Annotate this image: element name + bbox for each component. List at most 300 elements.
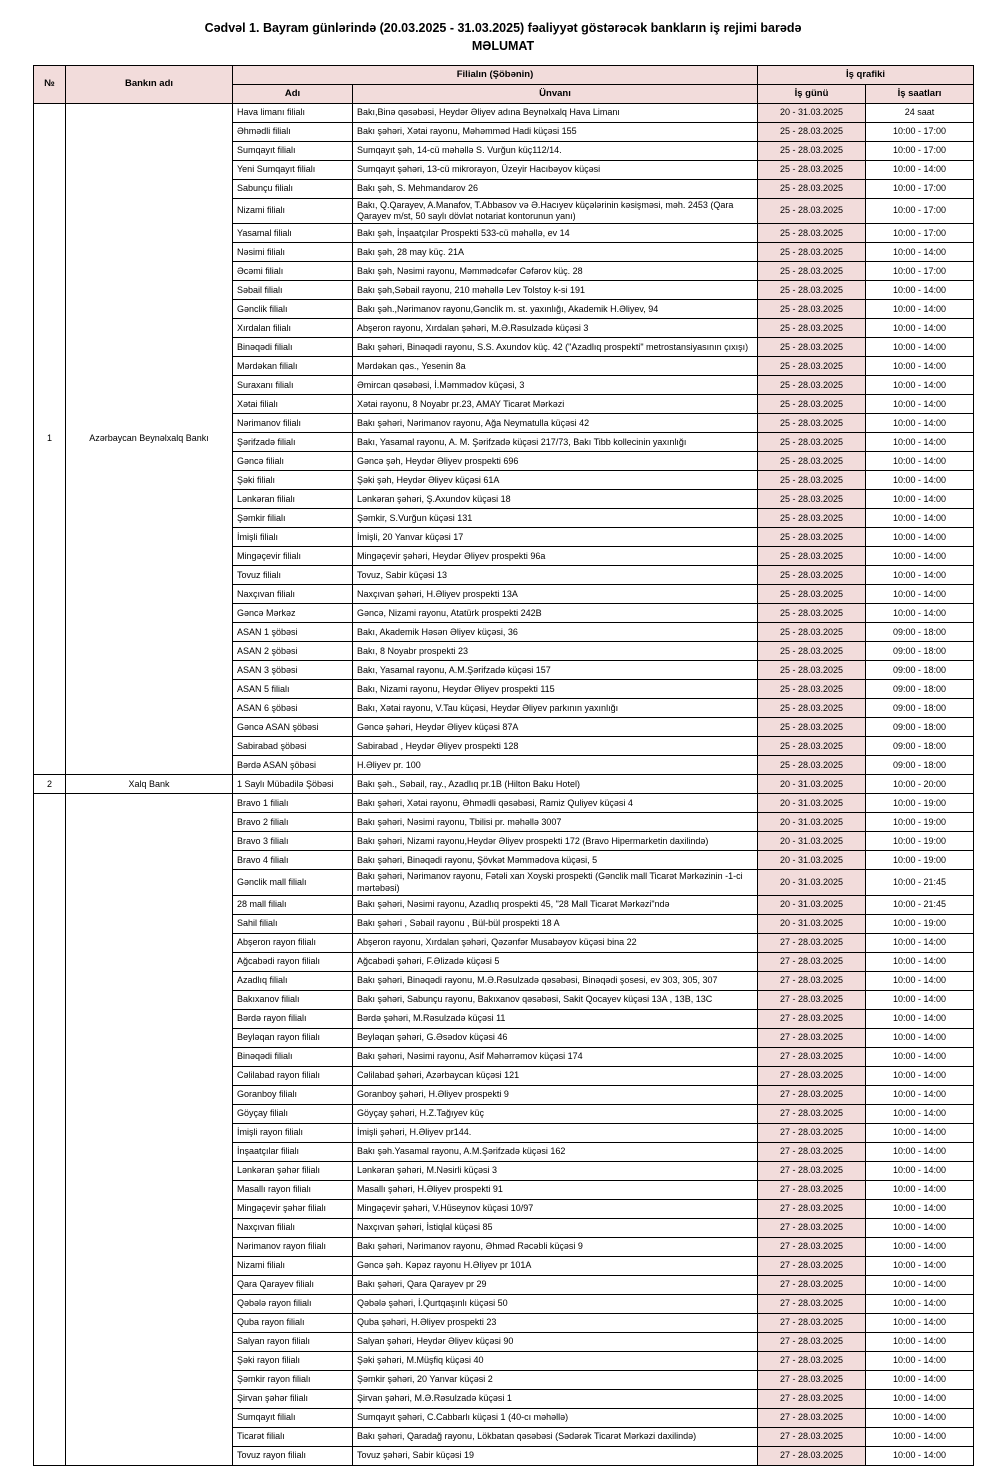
table-row bbox=[34, 775, 974, 794]
branch-address-cell: Gəncə şəhəri, Heydər Əliyev küçəsi 87A bbox=[353, 718, 758, 737]
branch-name-cell: Salyan rayon filialı bbox=[233, 1332, 353, 1351]
work-hours-cell: 10:00 - 14:00 bbox=[866, 1351, 974, 1370]
work-hours-cell: 10:00 - 17:00 bbox=[866, 224, 974, 243]
work-days-cell: 27 - 28.03.2025 bbox=[758, 1104, 866, 1123]
work-hours-cell: 10:00 - 14:00 bbox=[866, 338, 974, 357]
work-days-cell: 27 - 28.03.2025 bbox=[758, 1332, 866, 1351]
branch-address-cell: Bakı, Yasamal rayonu, A. M. Şərifzadə küçəsi 217/73, Bakı Tibb kollecinin yaxınlığı bbox=[353, 433, 758, 452]
branch-name-cell: ASAN 3 şöbəsi bbox=[233, 661, 353, 680]
work-hours-cell: 10:00 - 14:00 bbox=[866, 990, 974, 1009]
work-hours-cell: 10:00 - 20:00 bbox=[866, 775, 974, 794]
branch-name-cell: Cəlilabad rayon filialı bbox=[233, 1066, 353, 1085]
branch-address-cell: Bakı şəh, Nəsimi rayonu, Məmmədcəfər Cəfərov küç. 28 bbox=[353, 262, 758, 281]
branch-name-cell: ASAN 2 şöbəsi bbox=[233, 642, 353, 661]
work-days-cell: 27 - 28.03.2025 bbox=[758, 1199, 866, 1218]
work-days-cell: 27 - 28.03.2025 bbox=[758, 1294, 866, 1313]
branch-name-cell: Şəki filialı bbox=[233, 471, 353, 490]
branch-name-cell: 28 mall filialı bbox=[233, 895, 353, 914]
branch-address-cell: Bakı,Binə qəsəbəsi, Heydər Əliyev adına Beynəlxalq Hava Limanı bbox=[353, 103, 758, 122]
work-days-cell: 25 - 28.03.2025 bbox=[758, 262, 866, 281]
branch-name-cell: ASAN 5 filialı bbox=[233, 680, 353, 699]
work-hours-cell: 10:00 - 14:00 bbox=[866, 1256, 974, 1275]
work-hours-cell: 10:00 - 19:00 bbox=[866, 832, 974, 851]
branch-name-cell: Hava limanı filialı bbox=[233, 103, 353, 122]
branch-name-cell: İnşaatçılar filialı bbox=[233, 1142, 353, 1161]
work-days-cell: 27 - 28.03.2025 bbox=[758, 1351, 866, 1370]
work-days-cell: 25 - 28.03.2025 bbox=[758, 661, 866, 680]
work-hours-cell: 10:00 - 14:00 bbox=[866, 452, 974, 471]
work-days-cell: 27 - 28.03.2025 bbox=[758, 1237, 866, 1256]
branch-address-cell: Şəki şəhəri, M.Müşfiq küçəsi 40 bbox=[353, 1351, 758, 1370]
bank-number-cell: 2 bbox=[34, 775, 66, 794]
branch-name-cell: Bravo 1 filialı bbox=[233, 794, 353, 813]
work-days-cell: 25 - 28.03.2025 bbox=[758, 585, 866, 604]
branch-address-cell: Göyçay şəhəri, H.Z.Tağıyev küç bbox=[353, 1104, 758, 1123]
work-hours-cell: 10:00 - 17:00 bbox=[866, 141, 974, 160]
work-days-cell: 27 - 28.03.2025 bbox=[758, 1275, 866, 1294]
branch-address-cell: Salyan şəhəri, Heydər Əliyev küçəsi 90 bbox=[353, 1332, 758, 1351]
branch-name-cell: Binəqədi filialı bbox=[233, 338, 353, 357]
work-hours-cell: 10:00 - 19:00 bbox=[866, 851, 974, 870]
header-bank-name: Bankın adı bbox=[66, 66, 233, 104]
branch-address-cell: Qəbələ şəhəri, İ.Qurtqaşınlı küçəsi 50 bbox=[353, 1294, 758, 1313]
work-hours-cell: 10:00 - 14:00 bbox=[866, 604, 974, 623]
work-hours-cell: 09:00 - 18:00 bbox=[866, 737, 974, 756]
work-days-cell: 27 - 28.03.2025 bbox=[758, 1389, 866, 1408]
branch-address-cell: Bakı şəhəri, Nəsimi rayonu, Tbilisi pr. məhəllə 3007 bbox=[353, 813, 758, 832]
branch-address-cell: Sumqayıt şəh, 14-cü məhəllə S. Vurğun küç112/14. bbox=[353, 141, 758, 160]
work-hours-cell: 10:00 - 14:00 bbox=[866, 1028, 974, 1047]
work-days-cell: 25 - 28.03.2025 bbox=[758, 756, 866, 775]
work-days-cell: 25 - 28.03.2025 bbox=[758, 452, 866, 471]
branch-name-cell: Sumqayıt filialı bbox=[233, 1408, 353, 1427]
branch-name-cell: Şərifzadə filialı bbox=[233, 433, 353, 452]
work-days-cell: 27 - 28.03.2025 bbox=[758, 971, 866, 990]
work-days-cell: 25 - 28.03.2025 bbox=[758, 528, 866, 547]
branch-name-cell: Naxçıvan filialı bbox=[233, 585, 353, 604]
work-days-cell: 27 - 28.03.2025 bbox=[758, 1180, 866, 1199]
branch-address-cell: Bakı şəhəri, Nəsimi rayonu, Azadlıq prospekti 45, "28 Mall Ticarət Mərkəzi"ndə bbox=[353, 895, 758, 914]
header-number: № bbox=[34, 66, 66, 104]
branch-address-cell: Lənkəran şəhəri, M.Nəsirli küçəsi 3 bbox=[353, 1161, 758, 1180]
branch-address-cell: Şəmkir şəhəri, 20 Yanvar küçəsi 2 bbox=[353, 1370, 758, 1389]
branch-address-cell: Bakı, Nizami rayonu, Heydər Əliyev prospekti 115 bbox=[353, 680, 758, 699]
work-days-cell: 25 - 28.03.2025 bbox=[758, 680, 866, 699]
branch-name-cell: Yasamal filialı bbox=[233, 224, 353, 243]
branch-address-cell: Xətai rayonu, 8 Noyabr pr.23, AMAY Ticarət Mərkəzi bbox=[353, 395, 758, 414]
branch-name-cell: Mingəçevir filialı bbox=[233, 547, 353, 566]
work-days-cell: 25 - 28.03.2025 bbox=[758, 198, 866, 224]
work-days-cell: 25 - 28.03.2025 bbox=[758, 160, 866, 179]
work-hours-cell: 09:00 - 18:00 bbox=[866, 623, 974, 642]
branch-name-cell: Yeni Sumqayıt filialı bbox=[233, 160, 353, 179]
branch-name-cell: Mingəçevir şəhər filialı bbox=[233, 1199, 353, 1218]
branch-address-cell: Bakı şəh, S. Mehmandarov 26 bbox=[353, 179, 758, 198]
work-days-cell: 25 - 28.03.2025 bbox=[758, 547, 866, 566]
work-days-cell: 25 - 28.03.2025 bbox=[758, 395, 866, 414]
document-title bbox=[33, 20, 973, 55]
work-days-cell: 25 - 28.03.2025 bbox=[758, 509, 866, 528]
branch-name-cell: Sumqayıt filialı bbox=[233, 141, 353, 160]
work-hours-cell: 10:00 - 19:00 bbox=[866, 794, 974, 813]
work-hours-cell: 24 saat bbox=[866, 103, 974, 122]
branch-name-cell: Lənkəran şəhər filialı bbox=[233, 1161, 353, 1180]
branch-address-cell: Bakı şəh.,Nərimanov rayonu,Gənclik m. st. yaxınlığı, Akademik H.Əliyev, 94 bbox=[353, 300, 758, 319]
work-hours-cell: 10:00 - 14:00 bbox=[866, 1294, 974, 1313]
branch-address-cell: Bakı, Xətai rayonu, V.Tau küçəsi, Heydər Əliyev parkının yaxınlığı bbox=[353, 699, 758, 718]
banks-schedule-table bbox=[33, 65, 974, 1466]
work-hours-cell: 10:00 - 14:00 bbox=[866, 1275, 974, 1294]
header-address: Ünvanı bbox=[353, 84, 758, 103]
branch-name-cell: Qəbələ rayon filialı bbox=[233, 1294, 353, 1313]
branch-address-cell: Naxçıvan şəhəri, İstiqlal küçəsi 85 bbox=[353, 1218, 758, 1237]
header-work-days: İş günü bbox=[758, 84, 866, 103]
branch-address-cell: Abşeron rayonu, Xırdalan şəhəri, Qəzənfər Musabəyov küçəsi bina 22 bbox=[353, 933, 758, 952]
branch-name-cell: Bərdə rayon filialı bbox=[233, 1009, 353, 1028]
table-body bbox=[34, 103, 974, 1465]
branch-address-cell: Bakı şəhəri, Nizami rayonu,Heydər Əliyev prospekti 172 (Bravo Hipermarketin daxilində) bbox=[353, 832, 758, 851]
branch-address-cell: Bakı şəhəri, Xətai rayonu, Məhəmməd Hadi küçəsi 155 bbox=[353, 122, 758, 141]
work-hours-cell: 10:00 - 14:00 bbox=[866, 1389, 974, 1408]
branch-name-cell: Bakıxanov filialı bbox=[233, 990, 353, 1009]
work-days-cell: 25 - 28.03.2025 bbox=[758, 122, 866, 141]
work-hours-cell: 10:00 - 14:00 bbox=[866, 281, 974, 300]
work-days-cell: 27 - 28.03.2025 bbox=[758, 1028, 866, 1047]
work-hours-cell: 10:00 - 14:00 bbox=[866, 509, 974, 528]
work-hours-cell: 10:00 - 14:00 bbox=[866, 376, 974, 395]
branch-name-cell: Quba rayon filialı bbox=[233, 1313, 353, 1332]
branch-address-cell: İmişli, 20 Yanvar küçəsi 17 bbox=[353, 528, 758, 547]
work-days-cell: 27 - 28.03.2025 bbox=[758, 1123, 866, 1142]
branch-address-cell: Lənkəran şəhəri, Ş.Axundov küçəsi 18 bbox=[353, 490, 758, 509]
branch-name-cell: İmişli filialı bbox=[233, 528, 353, 547]
branch-address-cell: Mingəçevir şəhəri, Heydər Əliyev prospekti 96a bbox=[353, 547, 758, 566]
branch-name-cell: Tovuz rayon filialı bbox=[233, 1446, 353, 1465]
branch-address-cell: H.Əliyev pr. 100 bbox=[353, 756, 758, 775]
branch-address-cell: Bakı şəhəri, Sabunçu rayonu, Bakıxanov qəsəbəsi, Sakit Qocayev küçəsi 13A , 13B, 13C bbox=[353, 990, 758, 1009]
work-hours-cell: 09:00 - 18:00 bbox=[866, 699, 974, 718]
branch-name-cell: Xətai filialı bbox=[233, 395, 353, 414]
work-hours-cell: 10:00 - 17:00 bbox=[866, 122, 974, 141]
branch-name-cell: Goranboy filialı bbox=[233, 1085, 353, 1104]
work-days-cell: 27 - 28.03.2025 bbox=[758, 1313, 866, 1332]
work-hours-cell: 10:00 - 14:00 bbox=[866, 1047, 974, 1066]
header-work-hours: İş saatları bbox=[866, 84, 974, 103]
branch-name-cell: Şəmkir rayon filialı bbox=[233, 1370, 353, 1389]
work-hours-cell: 10:00 - 14:00 bbox=[866, 1180, 974, 1199]
bank-number-cell bbox=[34, 794, 66, 1466]
work-days-cell: 25 - 28.03.2025 bbox=[758, 319, 866, 338]
branch-address-cell: İmişli şəhəri, H.Əliyev pr144. bbox=[353, 1123, 758, 1142]
work-hours-cell: 10:00 - 14:00 bbox=[866, 357, 974, 376]
work-hours-cell: 10:00 - 14:00 bbox=[866, 160, 974, 179]
branch-name-cell: Şirvan şəhər filialı bbox=[233, 1389, 353, 1408]
work-days-cell: 27 - 28.03.2025 bbox=[758, 1256, 866, 1275]
work-hours-cell: 10:00 - 14:00 bbox=[866, 528, 974, 547]
branch-address-cell: Bakı şəh, 28 may küç. 21A bbox=[353, 243, 758, 262]
work-hours-cell: 09:00 - 18:00 bbox=[866, 642, 974, 661]
branch-name-cell: Səbail filialı bbox=[233, 281, 353, 300]
work-hours-cell: 10:00 - 14:00 bbox=[866, 566, 974, 585]
branch-address-cell: Bakı şəhəri , Səbail rayonu , Bül-bül prospekti 18 A bbox=[353, 914, 758, 933]
branch-address-cell: Şəki şəh, Heydər Əliyev küçəsi 61A bbox=[353, 471, 758, 490]
branch-name-cell: Nəsimi filialı bbox=[233, 243, 353, 262]
work-days-cell: 27 - 28.03.2025 bbox=[758, 1370, 866, 1389]
work-days-cell: 27 - 28.03.2025 bbox=[758, 952, 866, 971]
branch-address-cell: Tovuz, Sabir küçəsi 13 bbox=[353, 566, 758, 585]
document-title-line1: Cədvəl 1. Bayram günlərində (20.03.2025 - 31.03.2025) fəaliyyət göstərəcək bankların iş rejimi barədə bbox=[204, 21, 802, 35]
work-days-cell: 25 - 28.03.2025 bbox=[758, 179, 866, 198]
branch-name-cell: Nərimanov rayon filialı bbox=[233, 1237, 353, 1256]
work-days-cell: 20 - 31.03.2025 bbox=[758, 103, 866, 122]
bank-number-cell: 1 bbox=[34, 103, 66, 775]
branch-address-cell: Goranboy şəhəri, H.Əliyev prospekti 9 bbox=[353, 1085, 758, 1104]
work-days-cell: 25 - 28.03.2025 bbox=[758, 642, 866, 661]
branch-name-cell: Bravo 4 filialı bbox=[233, 851, 353, 870]
branch-name-cell: Nizami filialı bbox=[233, 198, 353, 224]
bank-name-cell: Azərbaycan Beynəlxalq Bankı bbox=[66, 103, 233, 775]
work-hours-cell: 10:00 - 14:00 bbox=[866, 1237, 974, 1256]
work-days-cell: 27 - 28.03.2025 bbox=[758, 1218, 866, 1237]
branch-name-cell: Gənclik mall filialı bbox=[233, 870, 353, 896]
work-hours-cell: 10:00 - 14:00 bbox=[866, 1446, 974, 1465]
work-hours-cell: 10:00 - 14:00 bbox=[866, 395, 974, 414]
branch-name-cell: Mərdəkan filialı bbox=[233, 357, 353, 376]
branch-address-cell: Gəncə, Nizami rayonu, Atatürk prospekti 242B bbox=[353, 604, 758, 623]
work-hours-cell: 10:00 - 14:00 bbox=[866, 585, 974, 604]
branch-name-cell: Masallı rayon filialı bbox=[233, 1180, 353, 1199]
work-hours-cell: 10:00 - 14:00 bbox=[866, 952, 974, 971]
work-days-cell: 25 - 28.03.2025 bbox=[758, 718, 866, 737]
table-row bbox=[34, 103, 974, 122]
branch-address-cell: Masallı şəhəri, H.Əliyev prospekti 91 bbox=[353, 1180, 758, 1199]
work-hours-cell: 10:00 - 14:00 bbox=[866, 1142, 974, 1161]
branch-name-cell: ASAN 1 şöbəsi bbox=[233, 623, 353, 642]
branch-address-cell: Bakı, Q.Qarayev, A.Manafov, T.Abbasov və Ə.Hacıyev küçələrinin kəsişməsi, məh. 2453 (Qara Qarayev m/st, 50 saylı dövlət notariat kontorunun yanı) bbox=[353, 198, 758, 224]
work-hours-cell: 10:00 - 14:00 bbox=[866, 1104, 974, 1123]
work-hours-cell: 10:00 - 14:00 bbox=[866, 1218, 974, 1237]
work-days-cell: 25 - 28.03.2025 bbox=[758, 623, 866, 642]
work-hours-cell: 10:00 - 14:00 bbox=[866, 971, 974, 990]
branch-address-cell: Əmircan qəsəbəsi, İ.Məmmədov küçəsi, 3 bbox=[353, 376, 758, 395]
work-hours-cell: 10:00 - 14:00 bbox=[866, 1427, 974, 1446]
work-days-cell: 20 - 31.03.2025 bbox=[758, 813, 866, 832]
branch-address-cell: Sumqayıt şəhəri, 13-cü mikrorayon, Üzeyir Hacıbəyov küçəsi bbox=[353, 160, 758, 179]
work-days-cell: 25 - 28.03.2025 bbox=[758, 604, 866, 623]
work-hours-cell: 10:00 - 21:45 bbox=[866, 895, 974, 914]
work-hours-cell: 10:00 - 17:00 bbox=[866, 179, 974, 198]
branch-address-cell: Naxçıvan şəhəri, H.Əliyev prospekti 13A bbox=[353, 585, 758, 604]
branch-name-cell: Gəncə ASAN şöbəsi bbox=[233, 718, 353, 737]
work-hours-cell: 10:00 - 14:00 bbox=[866, 933, 974, 952]
branch-address-cell: Tovuz şəhəri, Sabir küçəsi 19 bbox=[353, 1446, 758, 1465]
branch-name-cell: İmişli rayon filialı bbox=[233, 1123, 353, 1142]
branch-name-cell: Şəki rayon filialı bbox=[233, 1351, 353, 1370]
work-hours-cell: 10:00 - 17:00 bbox=[866, 198, 974, 224]
work-hours-cell: 10:00 - 14:00 bbox=[866, 1313, 974, 1332]
table-row bbox=[34, 794, 974, 813]
branch-address-cell: Bakı, 8 Noyabr prospekti 23 bbox=[353, 642, 758, 661]
branch-name-cell: Abşeron rayon filialı bbox=[233, 933, 353, 952]
work-hours-cell: 10:00 - 14:00 bbox=[866, 1408, 974, 1427]
work-hours-cell: 10:00 - 14:00 bbox=[866, 300, 974, 319]
work-hours-cell: 09:00 - 18:00 bbox=[866, 661, 974, 680]
branch-name-cell: Nizami filialı bbox=[233, 1256, 353, 1275]
header-schedule-group: İş qrafiki bbox=[758, 66, 974, 85]
work-hours-cell: 10:00 - 14:00 bbox=[866, 414, 974, 433]
branch-address-cell: Bakı şəhəri, Xətai rayonu, Əhmədli qəsəbəsi, Ramiz Quliyev küçəsi 4 bbox=[353, 794, 758, 813]
work-hours-cell: 10:00 - 14:00 bbox=[866, 1370, 974, 1389]
work-hours-cell: 10:00 - 17:00 bbox=[866, 262, 974, 281]
branch-address-cell: Gəncə şəh. Kəpəz rayonu H.Əliyev pr 101A bbox=[353, 1256, 758, 1275]
work-days-cell: 27 - 28.03.2025 bbox=[758, 1408, 866, 1427]
branch-address-cell: Beyləqan şəhəri, G.Əsədov küçəsi 46 bbox=[353, 1028, 758, 1047]
branch-address-cell: Bakı şəhəri, Binəqədi rayonu, S.S. Axundov küç. 42 ("Azadlıq prospekti" metrostansiyasının çıxışı) bbox=[353, 338, 758, 357]
branch-address-cell: Sumqayıt şəhəri, C.Cabbarlı küçəsi 1 (40-cı məhəllə) bbox=[353, 1408, 758, 1427]
work-days-cell: 25 - 28.03.2025 bbox=[758, 699, 866, 718]
branch-address-cell: Şirvan şəhəri, M.Ə.Rəsulzadə küçəsi 1 bbox=[353, 1389, 758, 1408]
branch-name-cell: Beyləqan rayon filialı bbox=[233, 1028, 353, 1047]
branch-name-cell: Binəqədi filialı bbox=[233, 1047, 353, 1066]
header-branch-group: Filialın (Şöbənin) bbox=[233, 66, 758, 85]
work-days-cell: 27 - 28.03.2025 bbox=[758, 1009, 866, 1028]
branch-address-cell: Bakı şəhəri, Nəsimi rayonu, Asif Məhərrəmov küçəsi 174 bbox=[353, 1047, 758, 1066]
work-days-cell: 25 - 28.03.2025 bbox=[758, 376, 866, 395]
work-days-cell: 25 - 28.03.2025 bbox=[758, 490, 866, 509]
work-hours-cell: 10:00 - 14:00 bbox=[866, 490, 974, 509]
branch-address-cell: Bakı şəhəri, Nərimanov rayonu, Əhməd Rəcəbli küçəsi 9 bbox=[353, 1237, 758, 1256]
work-days-cell: 20 - 31.03.2025 bbox=[758, 895, 866, 914]
branch-name-cell: Sabirabad şöbəsi bbox=[233, 737, 353, 756]
branch-name-cell: Gəncə Mərkəz bbox=[233, 604, 353, 623]
branch-name-cell: ASAN 6 şöbəsi bbox=[233, 699, 353, 718]
branch-name-cell: Sabunçu filialı bbox=[233, 179, 353, 198]
header-branch-name: Adı bbox=[233, 84, 353, 103]
work-days-cell: 25 - 28.03.2025 bbox=[758, 300, 866, 319]
work-days-cell: 20 - 31.03.2025 bbox=[758, 851, 866, 870]
bank-name-cell: Xalq Bank bbox=[66, 775, 233, 794]
work-hours-cell: 10:00 - 19:00 bbox=[866, 813, 974, 832]
work-days-cell: 25 - 28.03.2025 bbox=[758, 141, 866, 160]
branch-address-cell: Bakı şəh.Yasamal rayonu, A.M.Şərifzadə küçəsi 162 bbox=[353, 1142, 758, 1161]
work-hours-cell: 09:00 - 18:00 bbox=[866, 756, 974, 775]
branch-address-cell: Gəncə şəh, Heydər Əliyev prospekti 696 bbox=[353, 452, 758, 471]
branch-name-cell: Bərdə ASAN şöbəsi bbox=[233, 756, 353, 775]
branch-name-cell: Əhmədli filialı bbox=[233, 122, 353, 141]
branch-address-cell: Bakı, Akademik Həsən Əliyev küçəsi, 36 bbox=[353, 623, 758, 642]
branch-address-cell: Bakı şəhəri, Binəqədi rayonu, Şövkət Məmmədova küçəsi, 5 bbox=[353, 851, 758, 870]
work-hours-cell: 10:00 - 14:00 bbox=[866, 1009, 974, 1028]
branch-name-cell: Sahil filialı bbox=[233, 914, 353, 933]
branch-name-cell: Ağcabədi rayon filialı bbox=[233, 952, 353, 971]
branch-address-cell: Bakı şəh, İnşaatçılar Prospekti 533-cü məhəllə, ev 14 bbox=[353, 224, 758, 243]
branch-address-cell: Ağcabədi şəhəri, F.Əlizadə küçəsi 5 bbox=[353, 952, 758, 971]
work-days-cell: 27 - 28.03.2025 bbox=[758, 1142, 866, 1161]
branch-address-cell: Quba şəhəri, H.Əliyev prospekti 23 bbox=[353, 1313, 758, 1332]
work-days-cell: 25 - 28.03.2025 bbox=[758, 566, 866, 585]
work-days-cell: 27 - 28.03.2025 bbox=[758, 1446, 866, 1465]
work-hours-cell: 10:00 - 14:00 bbox=[866, 319, 974, 338]
branch-address-cell: Bərdə şəhəri, M.Rəsulzadə küçəsi 11 bbox=[353, 1009, 758, 1028]
branch-name-cell: Gənclik filialı bbox=[233, 300, 353, 319]
branch-name-cell: 1 Saylı Mübadilə Şöbəsi bbox=[233, 775, 353, 794]
branch-name-cell: Göyçay filialı bbox=[233, 1104, 353, 1123]
work-days-cell: 25 - 28.03.2025 bbox=[758, 338, 866, 357]
work-days-cell: 27 - 28.03.2025 bbox=[758, 990, 866, 1009]
work-days-cell: 25 - 28.03.2025 bbox=[758, 281, 866, 300]
work-days-cell: 27 - 28.03.2025 bbox=[758, 1085, 866, 1104]
branch-name-cell: Bravo 2 filialı bbox=[233, 813, 353, 832]
branch-address-cell: Bakı şəhəri, Qara Qarayev pr 29 bbox=[353, 1275, 758, 1294]
branch-name-cell: Azadlıq filialı bbox=[233, 971, 353, 990]
branch-name-cell: Xırdalan filialı bbox=[233, 319, 353, 338]
branch-address-cell: Bakı şəhəri, Binəqədi rayonu, M.Ə.Rəsulzadə qəsəbəsi, Binəqədi şosesi, ev 303, 305, 307 bbox=[353, 971, 758, 990]
work-days-cell: 20 - 31.03.2025 bbox=[758, 775, 866, 794]
branch-name-cell: Qara Qarayev filialı bbox=[233, 1275, 353, 1294]
work-hours-cell: 10:00 - 14:00 bbox=[866, 471, 974, 490]
work-days-cell: 27 - 28.03.2025 bbox=[758, 1047, 866, 1066]
branch-address-cell: Bakı şəh., Səbail, ray., Azadlıq pr.1B (Hilton Baku Hotel) bbox=[353, 775, 758, 794]
work-days-cell: 20 - 31.03.2025 bbox=[758, 794, 866, 813]
branch-name-cell: Tovuz filialı bbox=[233, 566, 353, 585]
branch-name-cell: Nərimanov filialı bbox=[233, 414, 353, 433]
work-hours-cell: 10:00 - 14:00 bbox=[866, 1085, 974, 1104]
work-days-cell: 25 - 28.03.2025 bbox=[758, 357, 866, 376]
branch-address-cell: Şəmkir, S.Vurğun küçəsi 131 bbox=[353, 509, 758, 528]
branch-address-cell: Cəlilabad şəhəri, Azərbaycan küçəsi 121 bbox=[353, 1066, 758, 1085]
work-days-cell: 27 - 28.03.2025 bbox=[758, 1066, 866, 1085]
branch-address-cell: Bakı, Yasamal rayonu, A.M.Şərifzadə küçəsi 157 bbox=[353, 661, 758, 680]
work-days-cell: 27 - 28.03.2025 bbox=[758, 1161, 866, 1180]
work-days-cell: 25 - 28.03.2025 bbox=[758, 224, 866, 243]
branch-address-cell: Bakı şəhəri, Nərimanov rayonu, Fətəli xan Xoyski prospekti (Gənclik mall Ticarət Mərkəzinin -1-ci mərtəbəsi) bbox=[353, 870, 758, 896]
branch-address-cell: Mərdəkan qəs., Yesenin 8a bbox=[353, 357, 758, 376]
work-hours-cell: 10:00 - 14:00 bbox=[866, 1161, 974, 1180]
branch-address-cell: Bakı şəhəri, Qaradağ rayonu, Lökbatan qəsəbəsi (Sədərək Ticarət Mərkəzi daxilində) bbox=[353, 1427, 758, 1446]
work-hours-cell: 10:00 - 14:00 bbox=[866, 547, 974, 566]
branch-name-cell: Gəncə filialı bbox=[233, 452, 353, 471]
work-days-cell: 25 - 28.03.2025 bbox=[758, 471, 866, 490]
branch-address-cell: Abşeron rayonu, Xırdalan şəhəri, M.Ə.Rəsulzadə küçəsi 3 bbox=[353, 319, 758, 338]
work-days-cell: 20 - 31.03.2025 bbox=[758, 832, 866, 851]
document-title-line2: MƏLUMAT bbox=[471, 38, 535, 53]
work-hours-cell: 10:00 - 21:45 bbox=[866, 870, 974, 896]
work-hours-cell: 10:00 - 14:00 bbox=[866, 433, 974, 452]
work-hours-cell: 10:00 - 14:00 bbox=[866, 1199, 974, 1218]
branch-name-cell: Naxçıvan filialı bbox=[233, 1218, 353, 1237]
bank-name-cell bbox=[66, 794, 233, 1466]
branch-name-cell: Lənkəran filialı bbox=[233, 490, 353, 509]
work-days-cell: 25 - 28.03.2025 bbox=[758, 433, 866, 452]
branch-name-cell: Ticarət filialı bbox=[233, 1427, 353, 1446]
branch-name-cell: Suraxanı filialı bbox=[233, 376, 353, 395]
work-hours-cell: 10:00 - 14:00 bbox=[866, 1066, 974, 1085]
branch-address-cell: Sabirabad , Heydər Əliyev prospekti 128 bbox=[353, 737, 758, 756]
work-days-cell: 20 - 31.03.2025 bbox=[758, 914, 866, 933]
work-days-cell: 25 - 28.03.2025 bbox=[758, 414, 866, 433]
work-hours-cell: 09:00 - 18:00 bbox=[866, 718, 974, 737]
work-days-cell: 25 - 28.03.2025 bbox=[758, 243, 866, 262]
work-hours-cell: 10:00 - 19:00 bbox=[866, 914, 974, 933]
work-hours-cell: 10:00 - 14:00 bbox=[866, 1123, 974, 1142]
branch-address-cell: Bakı şəh,Səbail rayonu, 210 məhəllə Lev Tolstoy k-si 191 bbox=[353, 281, 758, 300]
work-hours-cell: 09:00 - 18:00 bbox=[866, 680, 974, 699]
branch-name-cell: Əcəmi filialı bbox=[233, 262, 353, 281]
work-hours-cell: 10:00 - 14:00 bbox=[866, 243, 974, 262]
work-days-cell: 27 - 28.03.2025 bbox=[758, 1427, 866, 1446]
table-header bbox=[34, 66, 974, 104]
work-hours-cell: 10:00 - 14:00 bbox=[866, 1332, 974, 1351]
